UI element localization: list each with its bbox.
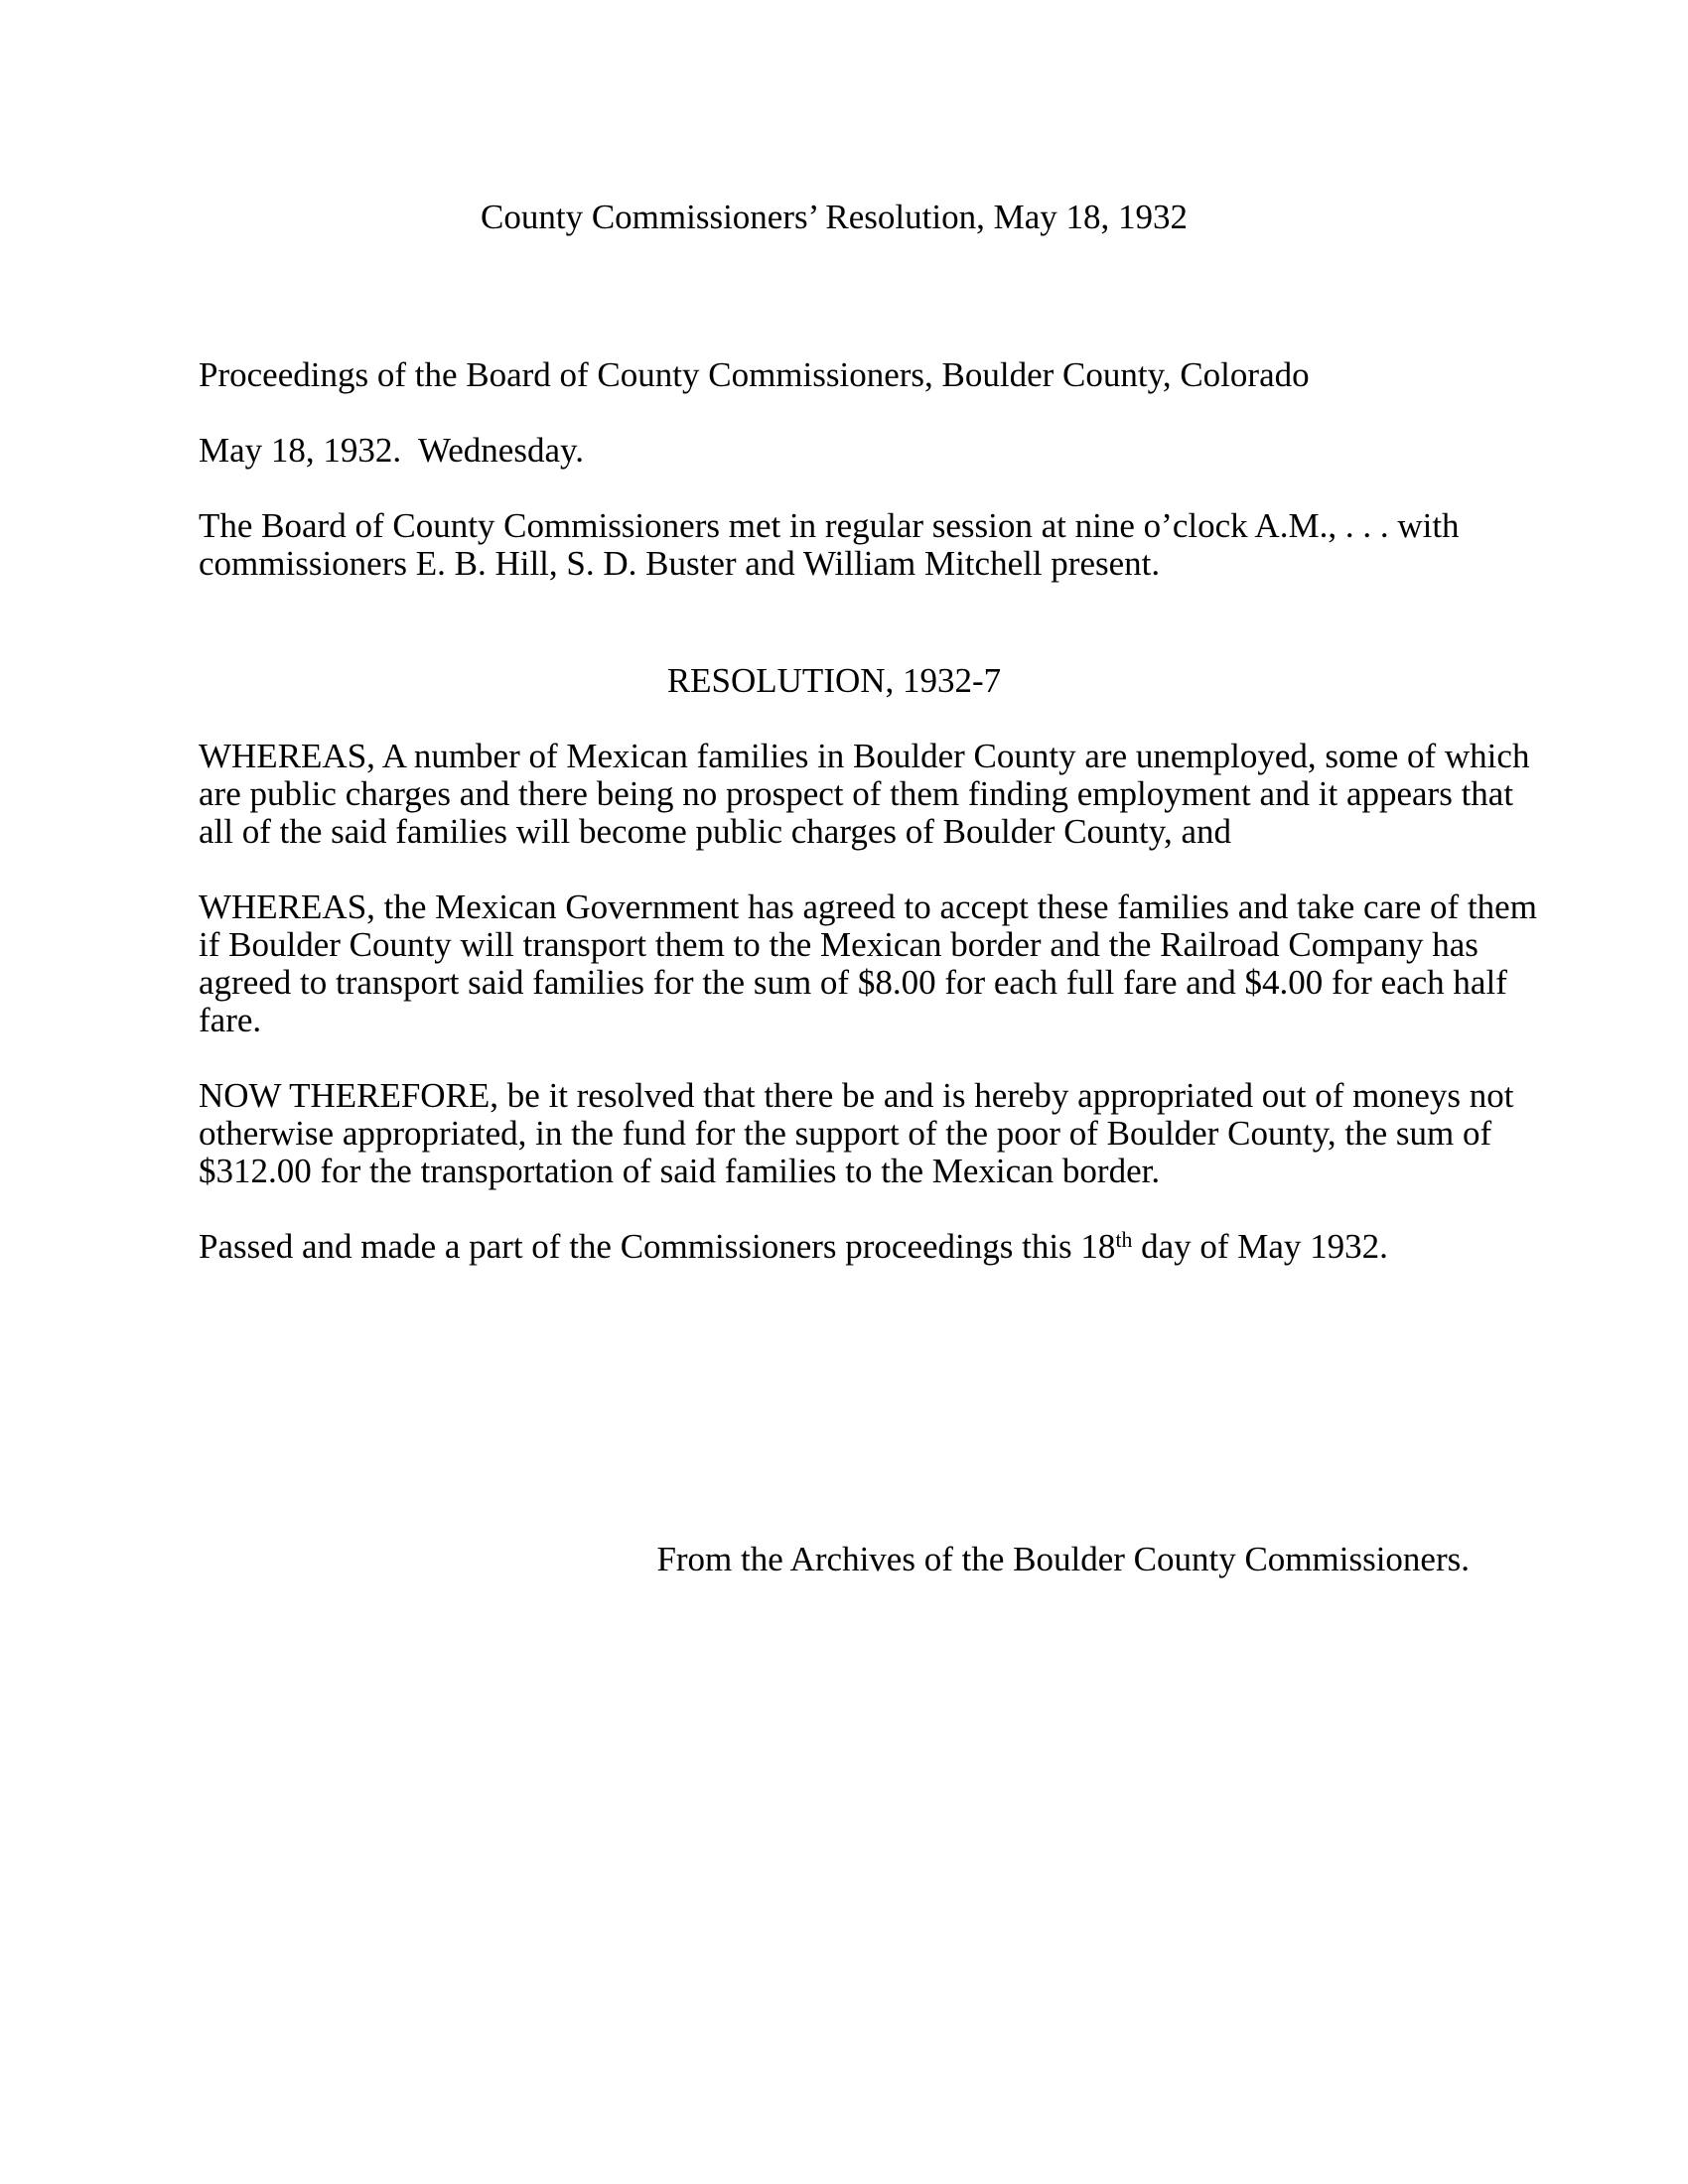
text-line: NOW THEREFORE, be it resolved that there be and is hereby appropriated out of moneys not <box>199 1076 1514 1115</box>
text-line: otherwise appropriated, in the fund for the support of the poor of Boulder County, the sum of <box>199 1114 1492 1153</box>
passed-text-prefix: Passed and made a part of the Commissioners proceedings this 18 <box>199 1227 1116 1266</box>
text-line: if Boulder County will transport them to the Mexican border and the Railroad Company has <box>199 925 1478 964</box>
paragraph-whereas-2 <box>199 887 1537 1039</box>
ordinal-superscript: th <box>1115 1228 1133 1253</box>
paragraph-date <box>199 432 1470 470</box>
document-title: County Commissioners’ Resolution, May 18, 1932 <box>481 198 1188 236</box>
text-line: $312.00 for the transportation of said families to the Mexican border. <box>199 1152 1161 1190</box>
resolution-heading: RESOLUTION, 1932-7 <box>666 661 1002 700</box>
text-line <box>199 1228 1470 1266</box>
paragraph-proceedings <box>199 356 1470 394</box>
text-line: fare. <box>199 1001 262 1039</box>
text-line: May 18, 1932. Wednesday. <box>199 431 584 470</box>
text-line: are public charges and there being no prospect of them finding employment and it appears that <box>199 774 1514 813</box>
paragraph-now-therefore <box>199 1076 1514 1190</box>
text-line: Proceedings of the Board of County Commissioners, Boulder County, Colorado <box>199 355 1310 394</box>
text-line: WHEREAS, the Mexican Government has agreed to accept these families and take care of them <box>199 887 1537 926</box>
paragraph-whereas-1 <box>199 737 1530 851</box>
text-line: The Board of County Commissioners met in regular session at nine o’clock A.M., . . . with <box>199 506 1460 545</box>
paragraph-session <box>199 507 1470 583</box>
text-line: agreed to transport said families for the sum of $8.00 for each full fare and $4.00 for each half <box>199 963 1507 1002</box>
text-line: all of the said families will become public charges of Boulder County, and <box>199 812 1232 851</box>
text-line: WHEREAS, A number of Mexican families in Boulder County are unemployed, some of which <box>199 737 1530 775</box>
archive-credit-line: From the Archives of the Boulder County Commissioners. <box>656 1540 1470 1578</box>
paragraph-passed <box>199 1228 1470 1266</box>
passed-text-suffix: day of May 1932. <box>1132 1227 1388 1266</box>
text-line: commissioners E. B. Hill, S. D. Buster and William Mitchell present. <box>199 544 1161 583</box>
